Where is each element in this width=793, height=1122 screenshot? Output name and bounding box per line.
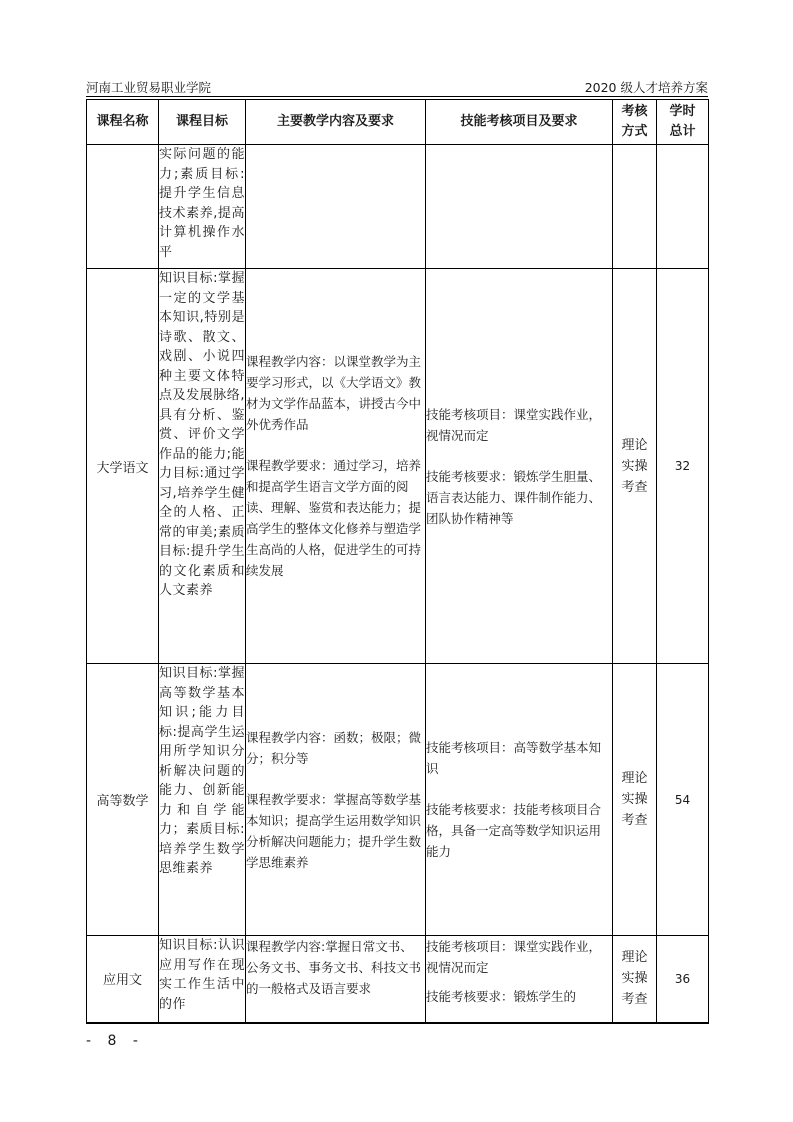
header-document-title: 2020 级人才培养方案 bbox=[584, 80, 708, 95]
table-row bbox=[87, 936, 709, 1023]
table-row bbox=[87, 269, 709, 664]
header-total-hours bbox=[657, 100, 709, 145]
teaching-requirement-text: 课程教学要求：掌握高等数学基本知识；提高学生运用数学知识分析解决问题能力；提升学生数学思维素养 bbox=[246, 791, 422, 870]
assessment-method-cell bbox=[613, 145, 657, 269]
skill-assessment-cell bbox=[426, 145, 613, 269]
skill-requirement-text: 技能考核要求：锻炼学生的 bbox=[426, 989, 577, 1004]
course-goal-cell: 知识目标:掌握高等数学基本知识;能力目标:提高学生运用所学知识分析解决问题的能力、创新能力和自学能力；素质目标:培养学生数学思维素养 bbox=[159, 664, 246, 936]
skill-item-text: 技能考核项目：课堂实践作业，视情况而定 bbox=[426, 406, 602, 443]
assessment-method-text: 理论实操考查 bbox=[621, 771, 648, 828]
total-hours-cell bbox=[657, 145, 709, 269]
header-assessment-method-line1: 考核 bbox=[621, 104, 648, 119]
total-hours-cell: 32 bbox=[657, 269, 709, 664]
teaching-content-cell bbox=[246, 936, 426, 1023]
total-hours-cell: 36 bbox=[657, 936, 709, 1023]
course-table bbox=[86, 99, 709, 1024]
header-course-goal: 课程目标 bbox=[159, 100, 246, 145]
assessment-method-text: 理论实操考查 bbox=[621, 950, 648, 1008]
skill-requirement-text: 技能考核要求：锻炼学生胆量、语言表达能力、课件制作能力、团队协作精神等 bbox=[426, 468, 602, 526]
table-row bbox=[87, 145, 709, 269]
skill-assessment-cell bbox=[426, 664, 613, 936]
assessment-method-cell bbox=[613, 664, 657, 936]
header-total-hours-line2: 总计 bbox=[669, 124, 696, 139]
header-total-hours-line1: 学时 bbox=[669, 104, 696, 119]
header-assessment-method bbox=[613, 100, 657, 145]
header-assessment-method-line2: 方式 bbox=[621, 124, 648, 139]
total-hours-cell: 54 bbox=[657, 664, 709, 936]
teaching-content-text: 课程教学内容：以课堂教学为主要学习形式，以《大学语文》教材为文学作品蓝本，讲授古今中外优秀作品 bbox=[246, 354, 422, 432]
assessment-method-cell bbox=[613, 269, 657, 664]
course-goal-cell: 知识目标:掌握一定的文学基本知识,特别是诗歌、散文、戏剧、小说四种主要文体特点及发展脉络,具有分析、鉴赏、评价文学作品的能力;能力目标:通过学习,培养学生健全的人格、正常的审美;素质目标:提升学生的文化素质和人文素养 bbox=[159, 269, 246, 664]
table-row bbox=[87, 664, 709, 936]
skill-item-text: 技能考核项目：高等数学基本知识 bbox=[426, 740, 602, 776]
header-course-name: 课程名称 bbox=[87, 100, 159, 145]
teaching-content-text: 课程教学内容:掌握日常文书、公务文书、事务文书、科技文书的一般格式及语言要求 bbox=[246, 939, 422, 996]
skill-assessment-cell bbox=[426, 936, 613, 1023]
teaching-content-text: 课程教学内容：函数；极限；微分；积分等 bbox=[246, 729, 422, 766]
course-name-cell bbox=[87, 145, 159, 269]
assessment-method-text: 理论实操考查 bbox=[621, 437, 648, 495]
teaching-content-cell bbox=[246, 269, 426, 664]
table-header-row bbox=[87, 100, 709, 145]
course-goal-cell: 知识目标:认识应用写作在现实工作生活中的作 bbox=[159, 936, 246, 1023]
header-teaching-content: 主要教学内容及要求 bbox=[246, 100, 426, 145]
course-name-cell: 应用文 bbox=[87, 936, 159, 1023]
page-number: - 8 - bbox=[86, 1033, 144, 1049]
header-divider bbox=[86, 96, 708, 97]
header-school-name: 河南工业贸易职业学院 bbox=[86, 80, 212, 95]
course-name-cell: 大学语文 bbox=[87, 269, 159, 664]
teaching-content-cell bbox=[246, 145, 426, 269]
course-name-cell: 高等数学 bbox=[87, 664, 159, 936]
skill-item-text: 技能考核项目：课堂实践作业，视情况而定 bbox=[426, 939, 602, 975]
teaching-content-cell bbox=[246, 664, 426, 936]
header-skill-assessment: 技能考核项目及要求 bbox=[426, 100, 613, 145]
teaching-requirement-text: 课程教学要求：通过学习，培养和提高学生语言文学方面的阅读、理解、鉴赏和表达能力；提高学生的整体文化修养与塑造学生高尚的人格，促进学生的可持续发展 bbox=[246, 458, 422, 578]
assessment-method-cell bbox=[613, 936, 657, 1023]
skill-assessment-cell bbox=[426, 269, 613, 664]
skill-requirement-text: 技能考核要求：技能考核项目合格，具备一定高等数学知识运用能力 bbox=[426, 802, 602, 859]
course-goal-cell: 实际问题的能力;素质目标:提升学生信息技术素养,提高计算机操作水平 bbox=[159, 145, 246, 269]
